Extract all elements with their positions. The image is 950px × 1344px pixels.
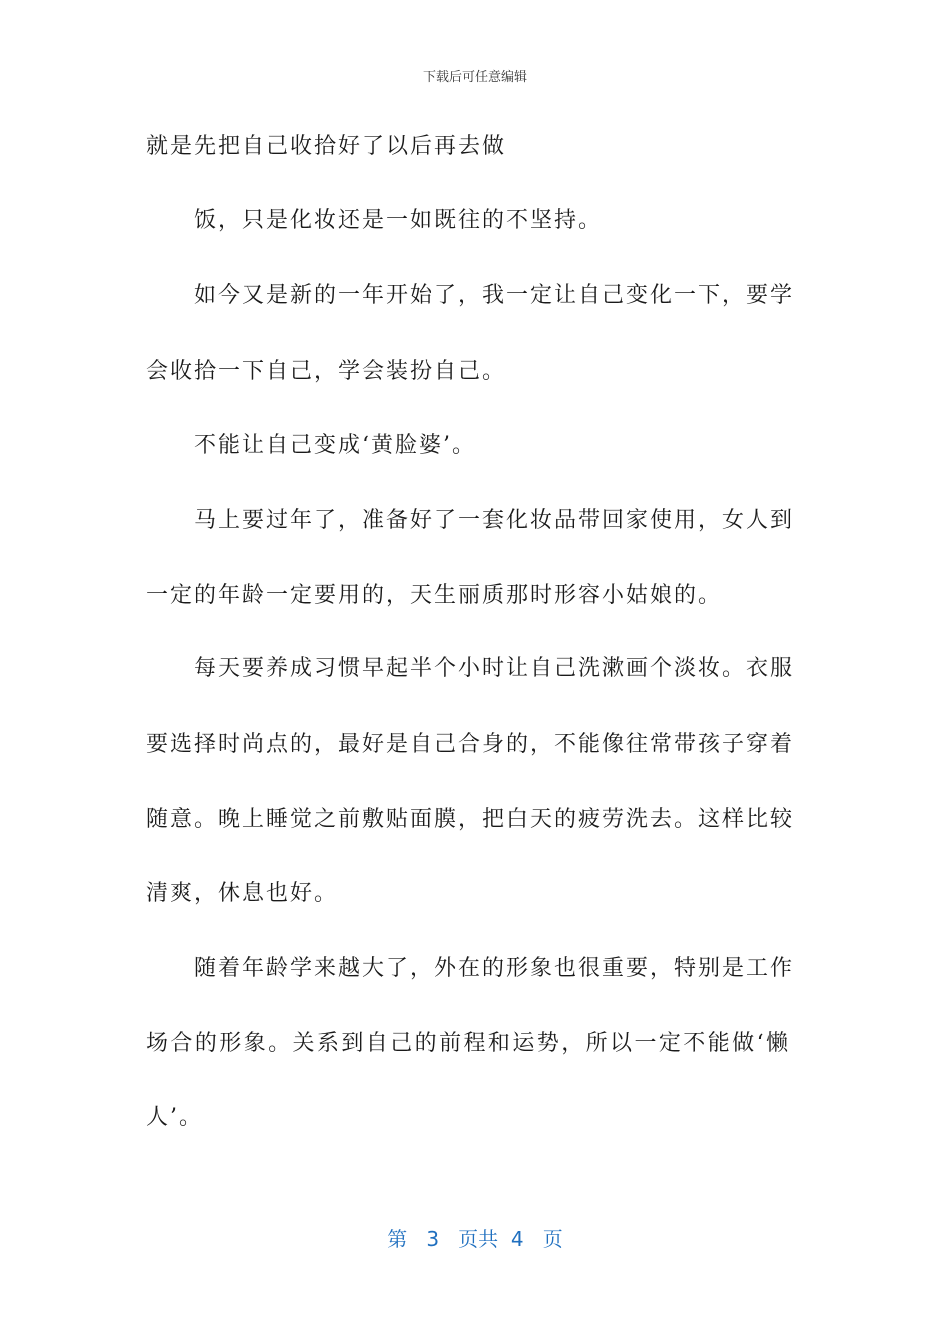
text-line-13: 场合的形象。关系到自己的前程和运势，所以一定不能做‘懒	[146, 1031, 790, 1056]
text-line-4: 会收拾一下自己，学会装扮自己。	[146, 359, 507, 384]
text-line-11: 清爽，休息也好。	[146, 881, 339, 906]
text-line-3: 如今又是新的一年开始了，我一定让自己变化一下，要学	[194, 283, 795, 308]
text-line-7: 一定的年龄一定要用的，天生丽质那时形容小姑娘的。	[146, 583, 723, 608]
text-line-6: 马上要过年了，准备好了一套化妆品带回家使用，女人到	[194, 508, 795, 533]
current-page-number: 3	[426, 1227, 440, 1251]
header-note: 下载后可任意编辑	[422, 70, 527, 85]
page-label-prefix: 第	[387, 1227, 408, 1251]
text-line-10: 随意。晚上睡觉之前敷贴面膜，把白天的疲劳洗去。这样比较	[146, 807, 795, 832]
page-label-suffix: 页	[542, 1227, 563, 1251]
text-line-12: 随着年龄学来越大了，外在的形象也很重要，特别是工作	[194, 956, 795, 981]
text-line-9: 要选择时尚点的，最好是自己合身的，不能像往常带孩子穿着	[146, 732, 795, 757]
total-pages-number: 4	[510, 1227, 524, 1251]
page-label-middle: 页共	[458, 1227, 499, 1251]
text-line-2: 饭，只是化妆还是一如既往的不坚持。	[194, 208, 603, 233]
text-line-8: 每天要养成习惯早起半个小时让自己洗漱画个淡妆。衣服	[194, 656, 795, 681]
text-line-1: 就是先把自己收拾好了以后再去做	[146, 134, 507, 159]
text-line-5: 不能让自己变成‘黄脸婆’。	[194, 433, 476, 458]
text-line-14: 人’。	[146, 1105, 203, 1130]
page-number-footer	[0, 1225, 950, 1253]
